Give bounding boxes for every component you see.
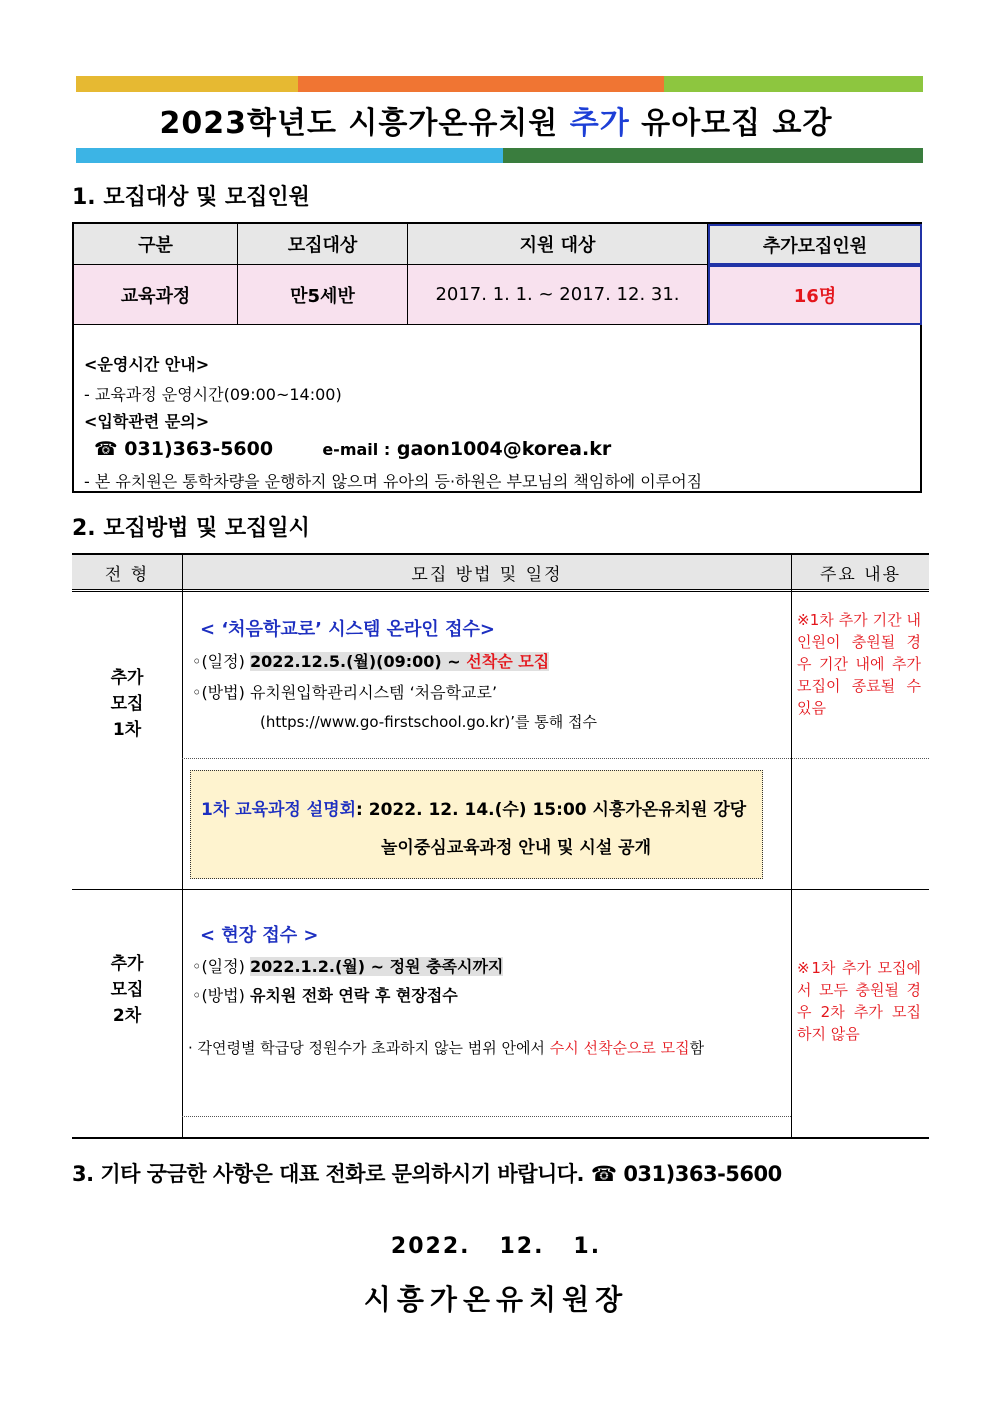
header-notes: 주요 내용 <box>792 555 929 589</box>
phone-icon: ☎ <box>94 438 118 460</box>
hours-title: <운영시간 안내> <box>84 355 210 374</box>
round1-method-title: < ‘처음학교로’ 시스템 온라인 접수> <box>200 619 495 640</box>
top-bar-green <box>664 76 923 92</box>
round2-rule: · 각연령별 학급당 정원수가 초과하지 않는 범위 안에서 수시 선착순으로 모집함 <box>188 1039 705 1057</box>
briefing-box <box>190 770 763 879</box>
issue-date: 2022. 12. 1. <box>390 1234 602 1259</box>
round2-method: ◦(방법) 유치원 전화 연락 후 현장접수 <box>192 986 458 1005</box>
bottom-bar-green <box>503 148 923 163</box>
title-prefix: 2023학년도 시흥가온유치원 <box>159 106 559 141</box>
cell-quota: 16명 <box>708 265 922 325</box>
top-bar-yellow <box>76 76 298 92</box>
header-quota: 추가모집인원 <box>708 224 922 265</box>
phone-number: 031)363-5600 <box>124 438 274 460</box>
round1-schedule: ◦(일정) 2022.12.5.(월)(09:00) ~ 선착순 모집 <box>192 652 550 671</box>
round2-stage: 추가 모집 2차 <box>110 954 144 1026</box>
email-address: gaon1004@korea.kr <box>396 438 612 460</box>
briefing-line1: 1차 교육과정 설명회: 2022. 12. 14.(수) 15:00 시흥가온유치원 강당 <box>201 800 747 820</box>
round1-stage: 추가 모집 1차 <box>110 668 144 740</box>
briefing-line2: 놀이중심교육과정 안내 및 시설 공개 <box>381 838 652 858</box>
header-type: 전 형 <box>72 555 182 589</box>
title-suffix: 유아모집 요강 <box>641 106 833 141</box>
header-method: 모집 방법 및 일정 <box>183 555 791 589</box>
hours-line: - 교육과정 운영시간(09:00~14:00) <box>84 385 342 404</box>
inquiry-title: <입학관련 문의> <box>84 412 210 431</box>
round1-schedule-red: 선착순 모집 <box>466 652 550 671</box>
signature: 시흥가온유치원장 <box>363 1283 629 1316</box>
section1-heading: 1. 모집대상 및 모집인원 <box>72 185 310 210</box>
cell-eligibility: 2017. 1. 1. ~ 2017. 12. 31. <box>408 265 708 325</box>
header-eligibility: 지원 대상 <box>408 224 708 265</box>
header-target: 모집대상 <box>238 224 408 265</box>
bus-note: - 본 유치원은 통학차량을 운행하지 않으며 유아의 등·하원은 부모님의 책임하에 이루어짐 <box>84 472 703 491</box>
round1-url: (https://www.go-firstschool.go.kr)’를 통해 접수 <box>260 713 598 731</box>
title-accent: 추가 <box>569 106 630 141</box>
section3-contact: 3. 기타 궁금한 사항은 대표 전화로 문의하시기 바랍니다. ☎ 031)363-5600 <box>72 1162 782 1186</box>
contact-line <box>94 438 611 460</box>
cell-category: 교육과정 <box>74 265 238 325</box>
round2-method-title: < 현장 접수 > <box>200 925 319 946</box>
recruitment-method-table <box>72 553 929 1139</box>
cell-target: 만5세반 <box>238 265 408 325</box>
email-label: e-mail : <box>322 440 391 459</box>
round1-method: ◦(방법) 유치원입학관리시스템 ‘처음학교로’ <box>192 683 498 702</box>
round2-schedule: ◦(일정) 2022.1.2.(월) ~ 정원 충족시까지 <box>192 957 504 976</box>
recruitment-target-table <box>72 222 922 493</box>
top-bar-orange <box>298 76 664 92</box>
header-category: 구분 <box>74 224 238 265</box>
bottom-bar-blue <box>76 148 503 163</box>
page-title <box>0 98 992 142</box>
round1-note: ※1차 추가 기간 내 인원이 충원될 경우 기간 내에 추가모집이 종료될 수 있음 <box>797 611 921 717</box>
round2-note: ※1차 추가 모집에서 모두 충원될 경우 2차 추가 모집하지 않음 <box>797 959 921 1043</box>
section2-heading: 2. 모집방법 및 모집일시 <box>72 516 310 541</box>
